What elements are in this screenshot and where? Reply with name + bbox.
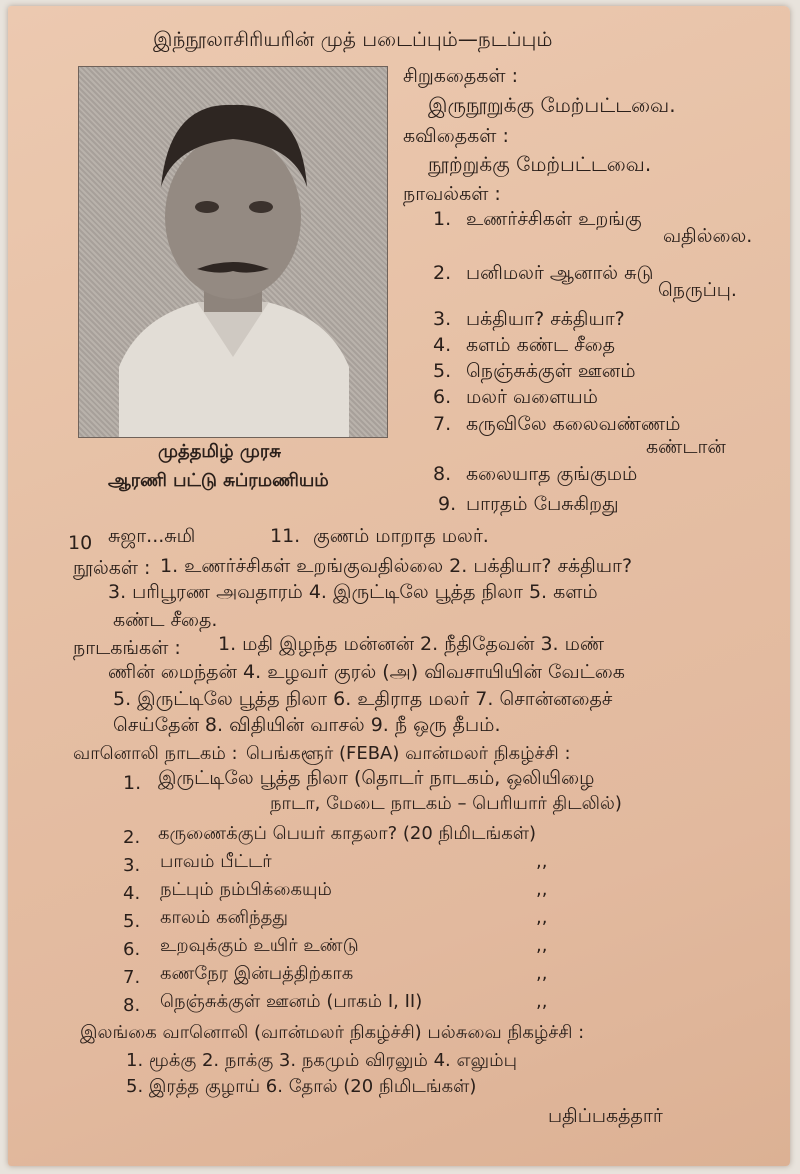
radio-label: வானொலி நாடகம் : bbox=[73, 743, 238, 764]
novel-title: களம் கண்ட சீதை bbox=[466, 334, 615, 356]
radio-title: நட்பும் நம்பிக்கையும் bbox=[160, 879, 332, 900]
radio-title-cont: நாடா, மேடை நாடகம் – பெரியார் திடலில்) bbox=[270, 793, 622, 814]
dramas-line: செய்தேன் 8. விதியின் வாசல் 9. நீ ஒரு தீபம். bbox=[113, 714, 501, 736]
radio-title: கணநேர இன்பத்திற்காக bbox=[160, 963, 354, 984]
novel-title-cont: கண்டான் bbox=[646, 436, 726, 458]
novel-title: சுஜா...சுமி bbox=[108, 525, 196, 547]
radio-num: 8. bbox=[123, 995, 141, 1016]
author-title: முத்தமிழ் முரசு bbox=[158, 441, 281, 462]
novel-num: 6. bbox=[433, 386, 452, 408]
book-page bbox=[8, 6, 790, 1166]
novel-title-cont: வதில்லை. bbox=[663, 225, 753, 247]
novel-num: 9. bbox=[438, 493, 457, 515]
radio-num: 1. bbox=[123, 772, 142, 794]
novel-num: 4. bbox=[433, 334, 452, 356]
radio-num: 2. bbox=[123, 827, 141, 848]
poems-label: கவிதைகள் : bbox=[403, 125, 509, 147]
radio-title: நெஞ்சுக்குள் ஊனம் (பாகம் I, II) bbox=[160, 991, 423, 1012]
novel-num: 7. bbox=[433, 413, 452, 435]
poems-value: நூற்றுக்கு மேற்பட்டவை. bbox=[428, 152, 652, 176]
novel-title: பனிமலர் ஆனால் சுடு bbox=[466, 262, 654, 284]
novel-title: உணர்ச்சிகள் உறங்கு bbox=[466, 208, 642, 230]
radio-num: 4. bbox=[123, 883, 141, 904]
radio-title: இருட்டிலே பூத்த நிலா (தொடர் நாடகம், ஒலியிழை bbox=[158, 767, 595, 789]
novel-num: 8. bbox=[433, 463, 452, 485]
novel-num: 5. bbox=[433, 360, 452, 382]
books-label: நூல்கள் : bbox=[73, 557, 151, 579]
novel-num: 10 bbox=[68, 532, 93, 554]
novel-num: 3. bbox=[433, 308, 452, 330]
radio-title: பாவம் பீட்டர் bbox=[160, 851, 272, 872]
novel-title: பக்தியா? சக்தியா? bbox=[466, 308, 625, 330]
author-photo bbox=[78, 66, 388, 438]
radio-num: 5. bbox=[123, 911, 141, 932]
radio-station: பெங்களூர் (FEBA) வான்மலர் நிகழ்ச்சி : bbox=[246, 743, 571, 764]
ditto-mark: ,, bbox=[536, 907, 548, 928]
books-line: 1. உணர்ச்சிகள் உறங்குவதில்லை 2. பக்தியா? சக்தியா? bbox=[160, 555, 633, 577]
radio-title: காலம் கனிந்தது bbox=[160, 907, 288, 928]
ditto-mark: ,, bbox=[536, 851, 548, 872]
dramas-line: 5. இருட்டிலே பூத்த நிலா 6. உதிராத மலர் 7. சொன்னதைச் bbox=[113, 688, 613, 710]
short-stories-label: சிறுகதைகள் : bbox=[403, 65, 519, 87]
author-portrait-icon bbox=[79, 67, 387, 437]
lanka-line: 1. மூக்கு 2. நாக்கு 3. நகமும் விரலும் 4. எலும்பு bbox=[126, 1050, 517, 1071]
novels-label: நாவல்கள் : bbox=[403, 183, 501, 205]
books-line: 3. பரிபூரண அவதாரம் 4. இருட்டிலே பூத்த நிலா 5. களம் bbox=[108, 581, 598, 603]
dramas-label: நாடகங்கள் : bbox=[73, 637, 181, 659]
author-name: ஆரணி பட்டு சுப்ரமணியம் bbox=[108, 470, 329, 491]
radio-title: உறவுக்கும் உயிர் உண்டு bbox=[160, 935, 359, 956]
books-line: கண்ட சீதை. bbox=[113, 609, 218, 631]
radio-num: 6. bbox=[123, 939, 141, 960]
dramas-line: ணின் மைந்தன் 4. உழவர் குரல் (அ) விவசாயியின் வேட்கை bbox=[108, 661, 625, 683]
novel-num: 2. bbox=[433, 262, 452, 284]
radio-num: 3. bbox=[123, 855, 141, 876]
novel-title: பாரதம் பேசுகிறது bbox=[466, 493, 619, 515]
novel-title: மலர் வளையம் bbox=[466, 386, 598, 408]
radio-num: 7. bbox=[123, 967, 141, 988]
novel-title: கலையாத குங்குமம் bbox=[466, 463, 638, 485]
ditto-mark: ,, bbox=[536, 963, 548, 984]
novel-num: 1. bbox=[433, 208, 452, 230]
ditto-mark: ,, bbox=[536, 991, 548, 1012]
publisher-signature: பதிப்பகத்தார் bbox=[548, 1105, 663, 1127]
novel-title: கருவிலே கலைவண்ணம் bbox=[466, 413, 681, 435]
ditto-mark: ,, bbox=[536, 935, 548, 956]
novel-title-cont: நெருப்பு. bbox=[658, 279, 737, 301]
novel-num: 11. bbox=[270, 525, 301, 547]
page-heading: இந்நூலாசிரியரின் முத் படைப்பும்—நடப்பும் bbox=[153, 27, 553, 51]
ditto-mark: ,, bbox=[536, 879, 548, 900]
lanka-heading: இலங்கை வானொலி (வான்மலர் நிகழ்ச்சி) பல்சுவை நிகழ்ச்சி : bbox=[80, 1022, 585, 1043]
dramas-line: 1. மதி இழந்த மன்னன் 2. நீதிதேவன் 3. மண் bbox=[218, 633, 605, 655]
short-stories-value: இருநூறுக்கு மேற்பட்டவை. bbox=[428, 93, 676, 117]
lanka-line: 5. இரத்த குழாய் 6. தோல் (20 நிமிடங்கள்) bbox=[126, 1076, 477, 1097]
radio-title: கருணைக்குப் பெயர் காதலா? (20 நிமிடங்கள்) bbox=[158, 823, 537, 844]
novel-title: குணம் மாறாத மலர். bbox=[313, 525, 489, 547]
novel-title: நெஞ்சுக்குள் ஊனம் bbox=[466, 360, 636, 382]
